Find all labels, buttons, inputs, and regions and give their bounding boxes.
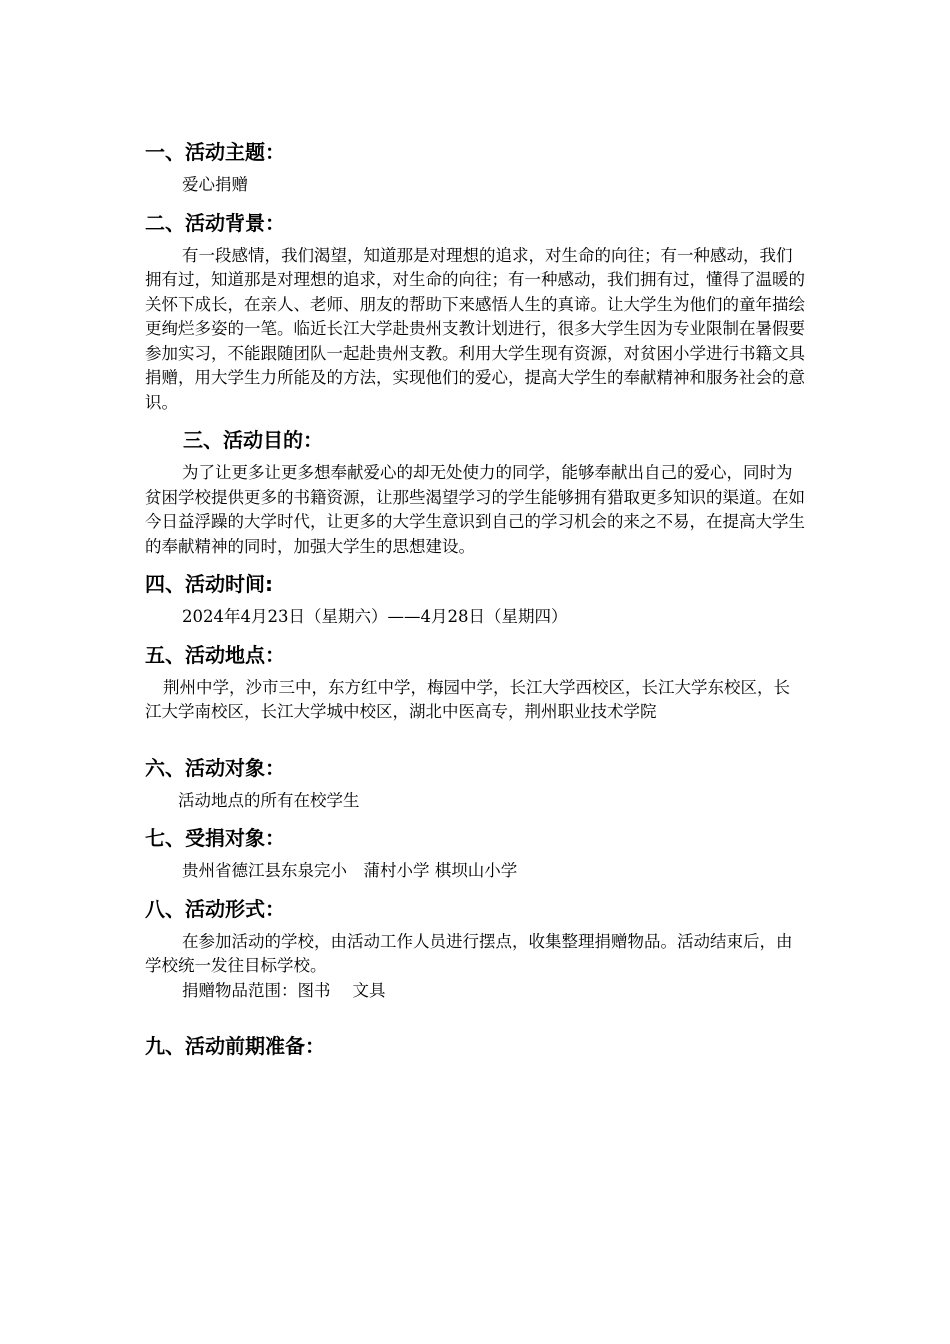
section-heading-background: 二、活动背景： bbox=[145, 210, 285, 235]
purpose-paragraph: 为了让更多让更多想奉献爱心的却无处使力的同学，能够奉献出自己的爱心，同时为贫困学校提供更多的书籍资源，让那些渴望学习的学生能够拥有猎取更多知识的渠道。在如今日益浮躁的大学时代，让更多的大学生意识到自己的学习机会的来之不易，在提高大学生的奉献精神的同时，加强大学生的思想建设。 bbox=[145, 463, 805, 556]
section-heading-location: 五、活动地点： bbox=[145, 642, 285, 667]
section-heading-theme: 一、活动主题： bbox=[145, 140, 285, 164]
donation-scope-extra: 文具 bbox=[352, 980, 386, 1000]
background-paragraph: 有一段感情，我们渴望，知道那是对理想的追求，对生命的向往；有一种感动，我们拥有过，知道那是对理想的追求，对生命的向往；有一种感动，我们拥有过，懂得了温暖的关怀下成长，在亲人、老师、朋友的帮助下来感悟人生的真谛。让大学生为他们的童年描绘更绚烂多姿的一笔。临近长江大学赴贵州支教计划进行，很多大学生因为专业限制在暑假要参加实习，不能跟随团队一起赴贵州支教。利用大学生现有资源，对贫困小学进行书籍文具捐赠，用大学生力所能及的方法，实现他们的爱心，提高大学生的奉献精神和服务社会的意识。 bbox=[145, 245, 805, 412]
format-paragraph: 在参加活动的学校，由活动工作人员进行摆点，收集整理捐赠物品。活动结束后，由学校统一发往目标学校。 bbox=[145, 931, 793, 975]
donation-scope-label: 捐赠物品范围：图书 bbox=[182, 980, 331, 1000]
location-paragraph: 荆州中学，沙市三中，东方红中学，梅园中学，长江大学西校区，长江大学东校区，长江大学南校区，长江大学城中校区，湖北中医高专，荆州职业技术学院 bbox=[145, 677, 790, 721]
theme-text: 爱心捐赠 bbox=[182, 175, 248, 194]
document-body bbox=[145, 137, 805, 1061]
section-heading-participants: 六、活动对象： bbox=[145, 755, 285, 780]
section-heading-preparation: 九、活动前期准备： bbox=[145, 1034, 325, 1058]
participants-text: 活动地点的所有在校学生 bbox=[178, 790, 360, 810]
section-heading-format: 八、活动形式： bbox=[145, 896, 285, 921]
recipients-text: 贵州省德江县东泉完小 蒲村小学 棋坝山小学 bbox=[182, 861, 518, 880]
donation-scope-line bbox=[145, 979, 805, 1004]
section-heading-time: 四、活动时间: bbox=[145, 572, 273, 596]
time-text: 2024年4月23日（星期六）——4月28日（星期四） bbox=[182, 607, 568, 626]
section-heading-purpose: 三、活动目的： bbox=[183, 428, 323, 452]
section-heading-recipients: 七、受捐对象： bbox=[145, 826, 285, 850]
